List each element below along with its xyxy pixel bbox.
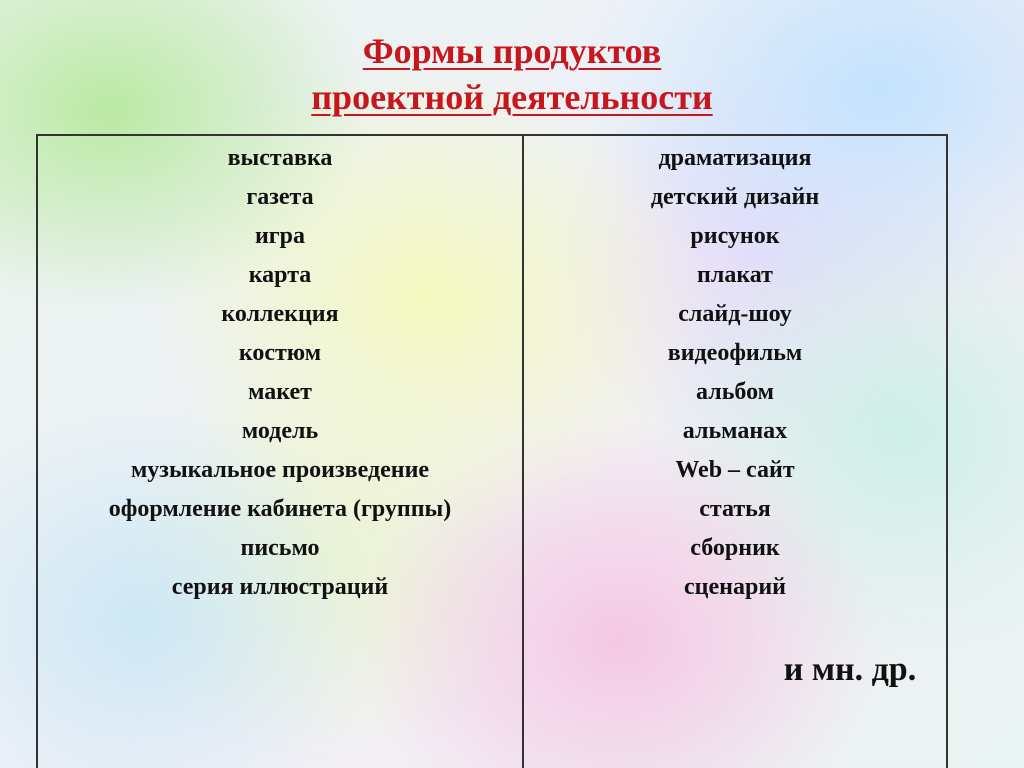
list-item: костюм bbox=[238, 340, 322, 366]
title-line-1-text: Формы продуктов bbox=[362, 31, 662, 71]
list-item: выставка bbox=[227, 145, 333, 171]
list-item: статья bbox=[699, 496, 771, 522]
list-item: коллекция bbox=[221, 301, 339, 327]
list-item: письмо bbox=[240, 535, 320, 561]
list-item: сценарий bbox=[684, 574, 786, 600]
left-column-list bbox=[38, 139, 522, 607]
list-item: детский дизайн bbox=[650, 184, 820, 210]
list-item: плакат bbox=[697, 262, 773, 288]
list-item: карта bbox=[248, 262, 312, 288]
list-item: игра bbox=[254, 223, 306, 249]
title-line-1 bbox=[0, 28, 1024, 74]
list-item: Web – сайт bbox=[675, 457, 795, 483]
list-item: модель bbox=[241, 418, 319, 444]
list-item: сборник bbox=[690, 535, 780, 561]
etc-note: и мн. др. bbox=[783, 651, 917, 688]
list-item: оформление кабинета (группы) bbox=[108, 496, 452, 522]
list-item: видеофильм bbox=[667, 340, 803, 366]
list-item: альманах bbox=[682, 418, 788, 444]
list-item: газета bbox=[246, 184, 314, 210]
list-item: слайд-шоу bbox=[678, 301, 792, 327]
list-item: рисунок bbox=[690, 223, 780, 249]
list-item: драматизация bbox=[658, 145, 812, 171]
list-item: серия иллюстраций bbox=[171, 574, 389, 600]
title-line-2 bbox=[0, 74, 1024, 120]
list-item: музыкальное произведение bbox=[130, 457, 430, 483]
list-item: альбом bbox=[696, 379, 774, 405]
title-line-2-text: проектной деятельности bbox=[311, 77, 713, 117]
list-item: макет bbox=[248, 379, 312, 405]
right-column-list bbox=[524, 139, 946, 607]
slide-title bbox=[0, 28, 1024, 120]
